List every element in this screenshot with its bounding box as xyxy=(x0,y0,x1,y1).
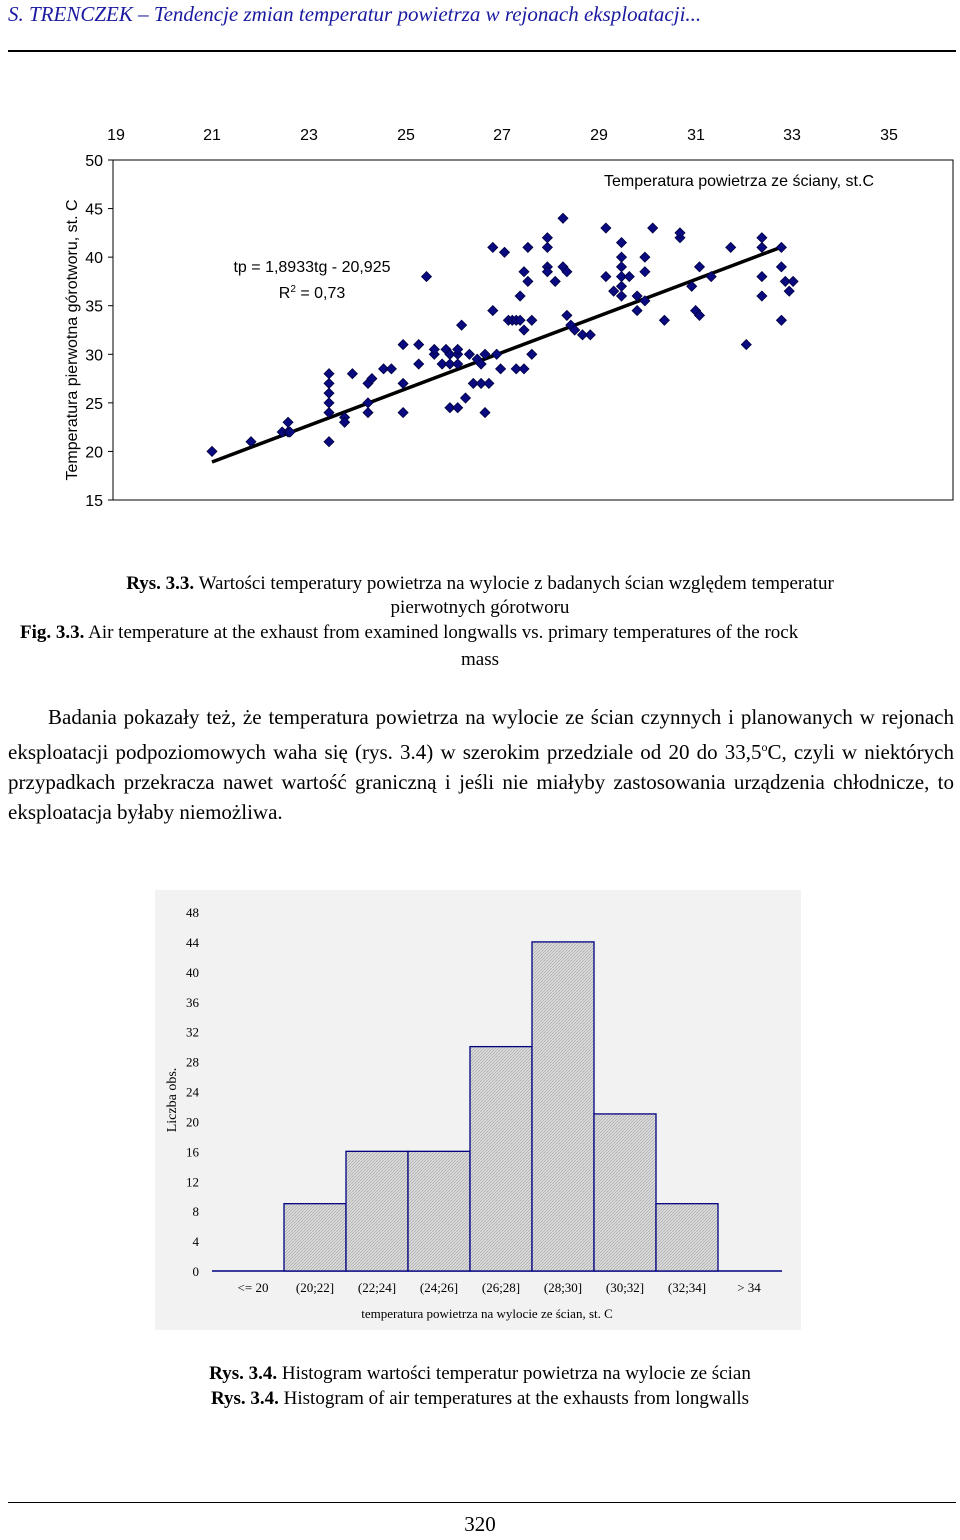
histogram-y-tick-label: 44 xyxy=(186,934,199,950)
scatter-point xyxy=(500,247,510,257)
running-header xyxy=(8,0,956,52)
scatter-y-tick-label: 40 xyxy=(85,250,103,268)
paragraph-part2: C, czyli w niektórych przypadkach przekracza nawet wartość graniczną i jeśli nie miałyby zastosowania urządzenia chłodnicze, to eksploatacja byłaby niemożliwa. xyxy=(8,740,954,824)
scatter-x-axis-label: Temperatura powietrza ze ściany, st.C xyxy=(603,173,874,190)
scatter-x-tick-label: 25 xyxy=(397,127,415,144)
scatter-x-tick-label: 35 xyxy=(880,127,898,144)
histogram-x-tick-label: <= 20 xyxy=(237,1280,269,1295)
scatter-point xyxy=(617,262,627,272)
scatter-point xyxy=(617,291,627,301)
histogram-x-tick-label: (30;32] xyxy=(605,1280,645,1295)
histogram-y-tick-label: 32 xyxy=(186,1024,199,1040)
scatter-point xyxy=(527,315,537,325)
caption-en-text-2: mass xyxy=(461,649,499,670)
scatter-y-tick-label: 20 xyxy=(85,444,103,462)
scatter-point xyxy=(324,388,334,398)
scatter-x-tick-label: 23 xyxy=(300,127,318,144)
scatter-y-tick-label: 15 xyxy=(85,493,103,510)
page-number: 320 xyxy=(464,1512,496,1536)
scatter-x-tick-label: 27 xyxy=(493,127,511,144)
scatter-point xyxy=(324,369,334,379)
scatter-point xyxy=(632,306,642,316)
histogram-chart xyxy=(0,890,960,1340)
scatter-point xyxy=(324,398,334,408)
degree-sup: o xyxy=(761,740,768,754)
scatter-point xyxy=(398,340,408,350)
scatter-point xyxy=(757,272,767,282)
footer-rule xyxy=(8,1502,956,1503)
scatter-point xyxy=(515,291,525,301)
histogram-x-axis-label: temperatura powietrza na wylocie ze ścian, st. C xyxy=(361,1306,613,1321)
scatter-point xyxy=(422,272,432,282)
hist-caption-en-label: Rys. 3.4. xyxy=(210,1388,279,1409)
scatter-y-axis-label: Temperatura pierwotna górotworu, st. C xyxy=(64,199,81,481)
scatter-x-tick-label: 21 xyxy=(203,127,221,144)
histogram-y-tick-label: 24 xyxy=(186,1084,199,1100)
scatter-point xyxy=(363,398,373,408)
scatter-point xyxy=(562,310,572,320)
scatter-point xyxy=(324,378,334,388)
histogram-y-tick-label: 0 xyxy=(192,1264,199,1279)
histogram-bar xyxy=(284,1204,346,1271)
scatter-point xyxy=(757,291,767,301)
scatter-point xyxy=(640,252,650,262)
figure-caption-pl xyxy=(0,572,960,620)
paragraph-part1: Badania pokazały też, że temperatura powietrza na wylocie ze ścian czynnych i planowanych w rejonach eksploatacji podpoziomowych waha się (rys. 3.4) w szerokim przedziale od 20 do 33,5 xyxy=(8,705,954,764)
hist-caption-en-text: Histogram of air temperatures at the exhausts from longwalls xyxy=(283,1388,750,1409)
histogram-caption xyxy=(0,1362,960,1411)
scatter-point xyxy=(542,233,552,243)
figure-caption-en xyxy=(20,622,798,644)
scatter-point xyxy=(347,369,357,379)
caption-en-text-1: Air temperature at the exhaust from examined longwalls vs. primary temperatures of the rock xyxy=(88,622,799,643)
scatter-point xyxy=(624,272,634,282)
histogram-bar xyxy=(656,1204,718,1271)
scatter-point xyxy=(519,325,529,335)
scatter-point xyxy=(788,276,798,286)
hist-caption-pl-label: Rys. 3.4. xyxy=(209,1363,278,1384)
scatter-point xyxy=(496,364,506,374)
scatter-point xyxy=(784,286,794,296)
histogram-bar xyxy=(470,1047,532,1271)
scatter-y-tick-label: 25 xyxy=(85,395,103,413)
scatter-point xyxy=(558,213,568,223)
scatter-point xyxy=(484,378,494,388)
histogram-x-tick-label: (26;28] xyxy=(481,1280,521,1295)
scatter-point xyxy=(523,276,533,286)
histogram-x-tick-label: > 34 xyxy=(737,1280,761,1295)
histogram-x-tick-label: (24;26] xyxy=(419,1280,459,1295)
histogram-y-tick-label: 48 xyxy=(186,905,199,920)
scatter-point xyxy=(617,252,627,262)
histogram-x-tick-label: (20;22] xyxy=(295,1280,335,1295)
scatter-point xyxy=(453,403,463,413)
scatter-point xyxy=(741,340,751,350)
scatter-y-tick-label: 50 xyxy=(85,153,103,171)
scatter-point xyxy=(776,242,786,252)
scatter-point xyxy=(617,238,627,248)
scatter-point xyxy=(363,408,373,418)
scatter-point xyxy=(757,233,767,243)
scatter-point xyxy=(492,349,502,359)
scatter-point xyxy=(386,364,396,374)
histogram-bar xyxy=(532,942,594,1271)
scatter-x-tick-label: 33 xyxy=(783,127,801,144)
histogram-x-tick-label: (22;24] xyxy=(357,1280,397,1295)
body-paragraph xyxy=(8,702,954,827)
caption-en-label: Fig. 3.3. xyxy=(20,622,85,643)
scatter-point xyxy=(601,272,611,282)
scatter-point xyxy=(324,437,334,447)
scatter-point xyxy=(659,315,669,325)
scatter-point xyxy=(726,242,736,252)
caption-pl-label: Rys. 3.3. xyxy=(126,573,195,594)
r-squared-label: $R^2 = 0,73$ xyxy=(278,284,346,302)
histogram-y-tick-label: 4 xyxy=(192,1234,199,1250)
scatter-point xyxy=(464,349,474,359)
scatter-point xyxy=(776,315,786,325)
histogram-x-tick-label: (32;34] xyxy=(667,1280,707,1295)
scatter-point xyxy=(398,408,408,418)
histogram-bar xyxy=(594,1114,656,1271)
scatter-x-tick-label: 31 xyxy=(687,127,705,144)
histogram-y-axis-label: Liczba obs. xyxy=(165,1067,180,1133)
scatter-point xyxy=(585,330,595,340)
scatter-point xyxy=(601,223,611,233)
scatter-point xyxy=(480,408,490,418)
scatter-point xyxy=(527,349,537,359)
scatter-chart xyxy=(0,100,960,620)
scatter-point xyxy=(695,262,705,272)
scatter-point xyxy=(488,242,498,252)
scatter-point xyxy=(283,417,293,427)
histogram-y-tick-label: 28 xyxy=(186,1054,199,1070)
histogram-y-tick-label: 36 xyxy=(186,994,199,1010)
scatter-point xyxy=(488,306,498,316)
histogram-y-tick-label: 16 xyxy=(186,1144,199,1160)
scatter-point xyxy=(617,281,627,291)
histogram-x-tick-label: (28;30] xyxy=(543,1280,583,1295)
scatter-point xyxy=(776,262,786,272)
histogram-y-tick-label: 12 xyxy=(186,1174,199,1190)
trendline-equation: tp = 1,8933tg - 20,925 xyxy=(233,259,391,276)
histogram-y-tick-label: 20 xyxy=(186,1114,199,1130)
caption-pl-text-2: pierwotnych górotworu xyxy=(390,597,570,618)
scatter-point xyxy=(640,267,650,277)
scatter-x-tick-label: 19 xyxy=(107,127,125,144)
scatter-point xyxy=(414,359,424,369)
scatter-plot-area xyxy=(113,160,953,500)
scatter-point xyxy=(519,364,529,374)
scatter-y-tick-label: 35 xyxy=(85,298,103,316)
scatter-point xyxy=(519,267,529,277)
scatter-y-tick-label: 45 xyxy=(85,201,103,219)
scatter-x-tick-label: 29 xyxy=(590,127,608,144)
histogram-y-tick-label: 8 xyxy=(192,1204,199,1220)
scatter-point xyxy=(457,320,467,330)
scatter-point xyxy=(523,242,533,252)
caption-pl-text-1: Wartości temperatury powietrza na wylocie z badanych ścian względem temperatur xyxy=(198,573,834,594)
scatter-point xyxy=(414,340,424,350)
scatter-point xyxy=(757,242,767,252)
histogram-bar xyxy=(408,1151,470,1271)
histogram-bar xyxy=(346,1151,408,1271)
running-title: S. TRENCZEK – Tendencje zmian temperatur powietrza w rejonach eksploatacji... xyxy=(8,2,702,26)
histogram-y-tick-label: 40 xyxy=(186,964,199,980)
scatter-y-tick-label: 30 xyxy=(85,347,103,365)
scatter-point xyxy=(550,276,560,286)
scatter-point xyxy=(207,446,217,456)
hist-caption-pl-text: Histogram wartości temperatur powietrza na wylocie ze ścian xyxy=(281,1363,751,1384)
scatter-point xyxy=(542,242,552,252)
scatter-point xyxy=(609,286,619,296)
scatter-point xyxy=(461,393,471,403)
scatter-point xyxy=(648,223,658,233)
